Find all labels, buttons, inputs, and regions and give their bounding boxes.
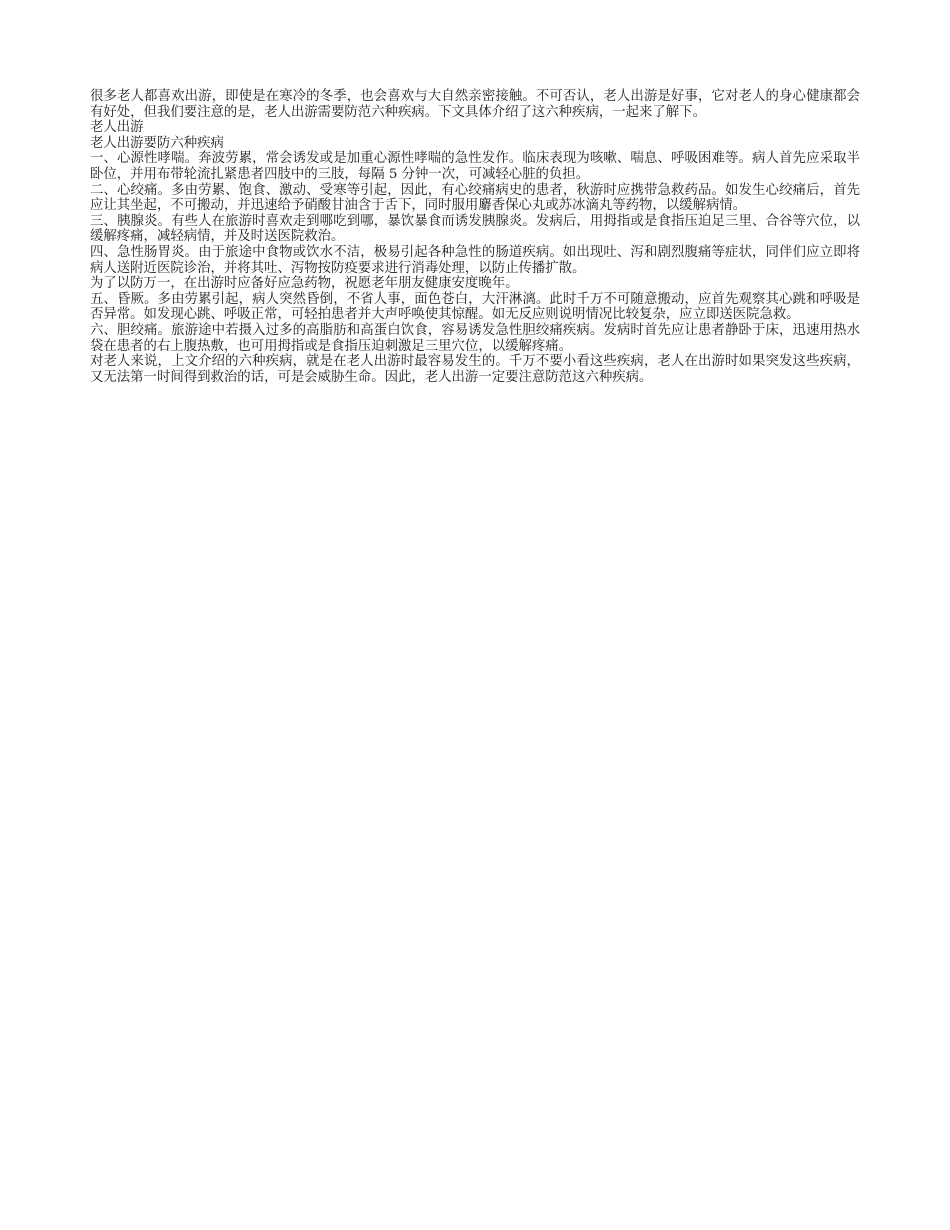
- paragraph-angina: 二、心绞痛。多由劳累、饱食、激动、受寒等引起，因此，有心绞痛病史的患者，秋游时应携带急救药品。如发生心绞痛后，首先应让其坐起，不可搬动，并迅速给予硝酸甘油含于舌下，同时服用麝香保心丸或苏冰滴丸等药物，以缓解病情。: [90, 182, 860, 214]
- section-subtitle: 老人出游要防六种疾病: [90, 135, 224, 151]
- section-title: 老人出游: [90, 120, 144, 136]
- paragraph-biliary-colic: 六、胆绞痛。旅游途中若摄入过多的高脂肪和高蛋白饮食，容易诱发急性胆绞痛疾病。发病时首先应让患者静卧于床，迅速用热水袋在患者的右上腹热敷，也可用拇指或是食指压迫刺激足三里穴位，以缓解疼痛。: [90, 322, 860, 354]
- paragraph-syncope: 五、昏厥。多由劳累引起，病人突然昏倒，不省人事，面色苍白，大汗淋漓。此时千万不可随意搬动，应首先观察其心跳和呼吸是否异常。如发现心跳、呼吸正常，可轻拍患者并大声呼唤使其惊醒。如无反应则说明情况比较复杂，应立即送医院急救。: [90, 291, 860, 323]
- intro-paragraph: 很多老人都喜欢出游，即使是在寒冷的冬季，也会喜欢与大自然亲密接触。不可否认，老人出游是好事，它对老人的身心健康都会有好处，但我们要注意的是，老人出游需要防范六种疾病。下文具体介绍了这六种疾病，一起来了解下。: [90, 89, 860, 120]
- paragraph-emergency-medicine: 为了以防万一，在出游时应备好应急药物，祝愿老年朋友健康安度晚年。: [90, 276, 519, 292]
- article-body: [90, 89, 860, 385]
- paragraph-asthma: 一、心源性哮喘。奔波劳累，常会诱发或是加重心源性哮喘的急性发作。临床表现为咳嗽、喘息、呼吸困难等。病人首先应采取半卧位，并用布带轮流扎紧患者四肢中的三肢，每隔 5 分钟一次，可减轻心脏的负担。: [90, 151, 860, 182]
- paragraph-gastroenteritis: 四、急性肠胃炎。由于旅途中食物或饮水不洁，极易引起各种急性的肠道疾病。如出现吐、泻和剧烈腹痛等症状，同伴们应立即将病人送附近医院诊治，并将其吐、泻物按防疫要求进行消毒处理，以防止传播扩散。: [90, 244, 860, 276]
- paragraph-conclusion: 对老人来说，上文介绍的六种疾病，就是在老人出游时最容易发生的。千万不要小看这些疾病，老人在出游时如果突发这些疾病，又无法第一时间得到救治的话，可是会威胁生命。因此，老人出游一定要注意防范这六种疾病。: [90, 354, 860, 385]
- paragraph-pancreatitis: 三、胰腺炎。有些人在旅游时喜欢走到哪吃到哪，暴饮暴食而诱发胰腺炎。发病后，用拇指或是食指压迫足三里、合谷等穴位，以缓解疼痛，减轻病情，并及时送医院救治。: [90, 213, 860, 245]
